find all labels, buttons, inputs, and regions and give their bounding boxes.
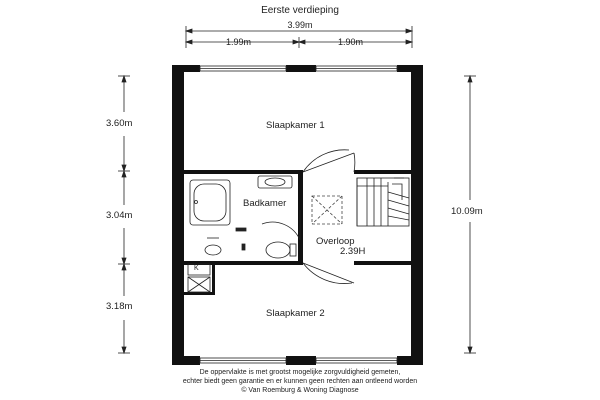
dimension-height-2: 3.04m xyxy=(106,210,133,221)
interior-walls xyxy=(184,170,411,295)
dimension-height-3: 3.18m xyxy=(106,301,133,312)
disclaimer-line-2: echter biedt geen garantie en er kunnen geen rechten aan ontleend worden xyxy=(182,378,418,385)
room-label-kast: K xyxy=(194,265,199,272)
outer-walls xyxy=(172,65,423,365)
page-title: Eerste verdieping xyxy=(261,5,339,16)
room-label-slaapkamer-2: Slaapkamer 2 xyxy=(266,308,325,319)
dimension-right-width: 1.90m xyxy=(338,37,364,47)
dimension-left-width: 1.99m xyxy=(226,37,252,47)
room-label-slaapkamer-1: Slaapkamer 1 xyxy=(266,120,325,131)
dimension-total-height: 10.09m xyxy=(451,206,483,217)
dimension-height-1: 3.60m xyxy=(106,118,133,129)
dimension-total-width: 3.99m xyxy=(287,20,313,30)
room-height-overloop: 2.39H xyxy=(340,246,366,257)
room-label-badkamer: Badkamer xyxy=(243,198,287,209)
bathroom-fixtures xyxy=(190,176,296,258)
skylight xyxy=(312,196,342,224)
room-label-overloop: Overloop xyxy=(316,236,355,247)
cupboard xyxy=(188,264,210,292)
disclaimer xyxy=(0,368,600,395)
disclaimer-line-1: De oppervlakte is met grootst mogelijke zorgvuldigheid gemeten, xyxy=(199,369,401,376)
disclaimer-line-3: © Van Roemburg & Woning Diagnose xyxy=(241,387,359,394)
stairs xyxy=(357,178,409,226)
